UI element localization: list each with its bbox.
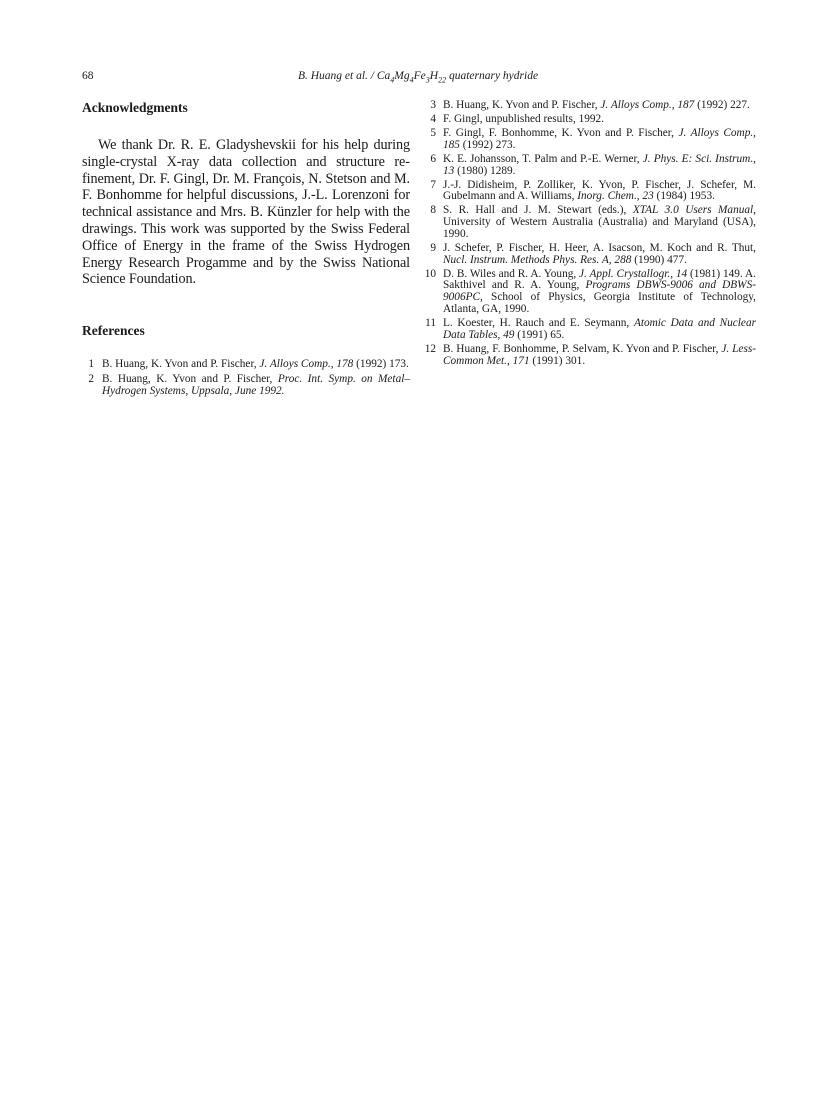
reference-11: 11 L. Koester, H. Rauch and E. Seymann, Atomic Data and Nuclear Data Tables, 49 (1991) 65. xyxy=(425,317,756,341)
acknowledgments-heading: Acknowledgments xyxy=(82,100,188,115)
page-number: 68 xyxy=(82,70,94,82)
reference-4: 4 F. Gingl, unpublished results, 1992. xyxy=(430,112,605,125)
reference-8: 8 S. R. Hall and J. M. Stewart (eds.), XTAL 3.0 Users Manual, University of Western Australia (Australia) and Maryland (USA), 1990. xyxy=(430,204,756,240)
reference-12: 12 B. Huang, F. Bonhomme, P. Selvam, K. Yvon and P. Fischer, J. Less-Common Met., 171 (1991) 301. xyxy=(424,342,756,367)
reference-6: 6 K. E. Johansson, T. Palm and P.-E. Werner, J. Phys. E: Sci. Instrum., 13 (1980) 1289. xyxy=(430,152,756,177)
right-column xyxy=(420,100,756,370)
reference-10: 10 D. B. Wiles and R. A. Young, J. Appl. Crystallogr., 14 (1981) 149. A. Sakthivel and R. A. Young, Programs DBWS-9006 and DBWS-9006PC, School of Physics, Georgia Institute of Technology, Atlanta, GA, 1990. xyxy=(424,267,757,316)
left-column xyxy=(82,100,410,401)
running-head-formula: $Ca_4Mg_4Fe_3H_{22}$ xyxy=(376,70,447,85)
reference-list-right xyxy=(420,100,756,367)
running-head xyxy=(0,70,836,84)
reference-5: 5 F. Gingl, F. Bonhomme, K. Yvon and P. Fischer, J. Alloys Comp., 185 (1992) 273. xyxy=(430,126,756,151)
reference-7: 7 J.-J. Didisheim, P. Zolliker, K. Yvon, P. Fischer, J. Schefer, M. Gubelmann and A. Williams, Inorg. Chem., 23 (1984) 1953. xyxy=(430,178,756,203)
reference-2: 2 B. Huang, K. Yvon and P. Fischer, Proc. Int. Symp. on Metal–Hydrogen Systems, Uppsala, June 1992. xyxy=(88,372,411,397)
running-head-authors: B. Huang et al. xyxy=(297,70,368,82)
running-head-separator: / xyxy=(370,70,374,82)
reference-1: 1 B. Huang, K. Yvon and P. Fischer, J. Alloys Comp., 178 (1992) 173. xyxy=(88,358,409,371)
acknowledgments-body: We thank Dr. R. E. Gladyshevskii for his help during single-crystal X-ray data collection and structure refinement, Dr. F. Gingl, Dr. M. François, N. Stetson and M. F. Bonhomme for helpful discussions, J.-L. Lorenzoni for technical assistance and Mrs. B. Künzler for help with the drawings. This work was supported by the Swiss Federal Office of Energy in the frame of the Swiss Hydrogen Energy Research Progamme and by the Swiss National Science Foundation. xyxy=(82,137,410,288)
reference-list-left xyxy=(82,359,410,397)
reference-3: 3 B. Huang, K. Yvon and P. Fischer, J. Alloys Comp., 187 (1992) 227. xyxy=(430,99,750,111)
running-head-title: quaternary hydride xyxy=(448,70,539,82)
references-heading: References xyxy=(82,323,145,339)
reference-9: 9 J. Schefer, P. Fischer, H. Heer, A. Isacson, M. Koch and R. Thut, Nucl. Instrum. Methods Phys. Res. A, 288 (1990) 477. xyxy=(430,241,756,266)
